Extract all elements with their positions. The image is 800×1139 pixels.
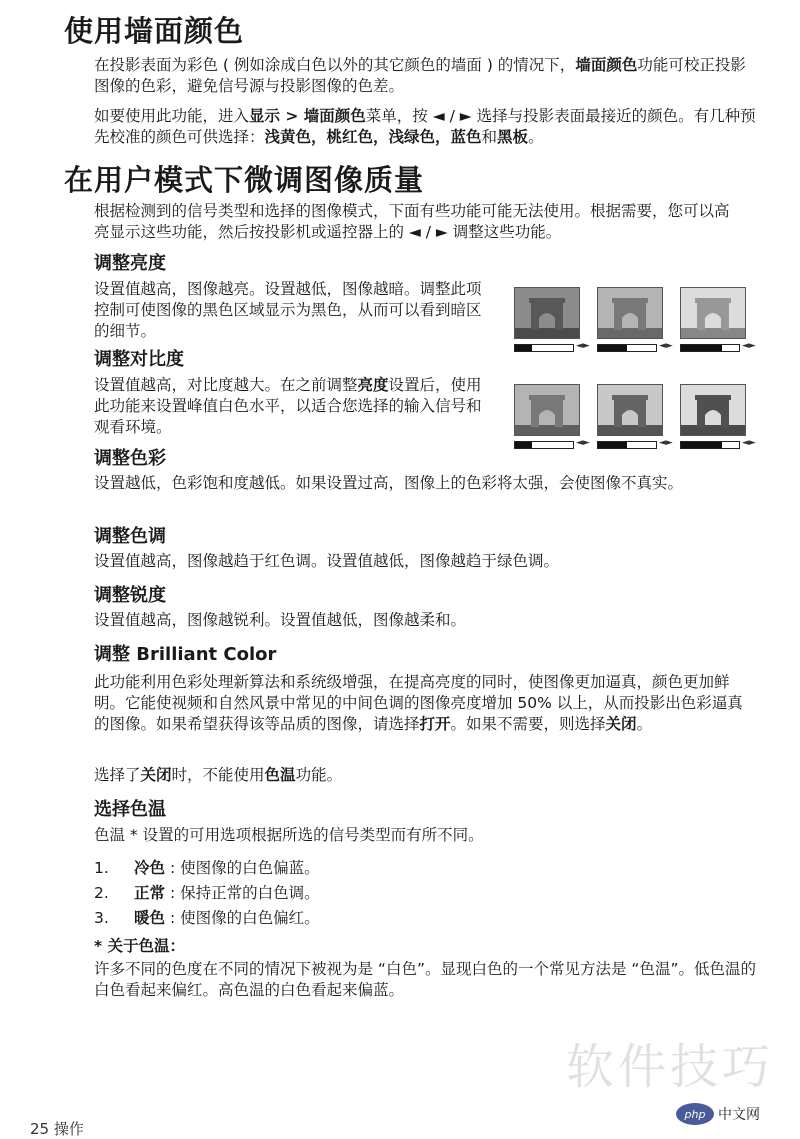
contrast-sample-image	[680, 384, 746, 436]
list-item: 1. 冷色 : 使图像的白色偏蓝。	[94, 859, 320, 877]
brilliant-color-note: 选择了关闭时，不能使用色温功能。	[94, 766, 343, 784]
wall-color-usage: 如要使用此功能，进入显示 > 墙面颜色菜单，按 ◄ / ► 选择与投影表面最接近的颜色。有几种预先校准的颜色可供选择：浅黄色，桃红色，浅绿色，蓝色和黑板。	[94, 107, 756, 146]
wall-color-desc: 在投影表面为彩色 ( 例如涂成白色以外的其它颜色的墙面 ) 的情况下，墙面颜色功能可校正投影图像的色彩，避免信号源与投影图像的色差。	[94, 56, 746, 95]
brightness-level-fill	[515, 345, 532, 351]
color-temp-note-title: * 关于色温：	[94, 937, 186, 955]
brightness-sample-image	[680, 287, 746, 339]
list-item: 3. 暖色 : 使图像的白色偏红。	[94, 909, 320, 927]
contrast-level-bar	[597, 441, 657, 449]
list-item: 2. 正常 : 保持正常的白色调。	[94, 884, 320, 902]
contrast-text: 设置值越高，对比度越大。在之前调整亮度设置后，使用此功能来设置峰值白色水平，以适合您选择的输入信号和观看环境。	[94, 376, 482, 436]
brightness-arrow-icon: ◄►	[659, 341, 673, 351]
contrast-arrow-icon: ◄►	[742, 438, 756, 448]
contrast-thumbnails	[514, 384, 784, 454]
brightness-sample-image	[597, 287, 663, 339]
brightness-level-bar	[680, 344, 740, 352]
php-logo-text: 中文网	[718, 1107, 760, 1123]
brightness-arrow-icon: ◄►	[742, 341, 756, 351]
brightness-level-fill	[681, 345, 722, 351]
fine-tune-intro: 根据检测到的信号类型和选择的图像模式，下面有些功能可能无法使用。根据需要，您可以高亮显示这些功能，然后按投影机或遥控器上的 ◄ / ► 调整这些功能。	[94, 202, 730, 241]
sharpness-text: 设置值越高，图像越锐利。设置值越低，图像越柔和。	[94, 611, 467, 629]
brightness-arrow-icon: ◄►	[576, 341, 590, 351]
heading-sharpness: 调整锐度	[94, 585, 166, 606]
brightness-level-bar	[597, 344, 657, 352]
watermark: 软件技巧	[566, 1039, 775, 1095]
color-temp-note-text: 许多不同的色度在不同的情况下被视为是 “白色”。显现白色的一个常见方法是 “色温”。低色温的白色看起来偏红。高色温的白色看起来偏蓝。	[94, 960, 756, 999]
heading-color-temp: 选择色温	[94, 799, 166, 820]
heading-brightness: 调整亮度	[94, 253, 166, 274]
section-title-fine-tune: 在用户模式下微调图像质量	[64, 163, 425, 197]
brightness-sample-image	[514, 287, 580, 339]
brightness-text: 设置值越高，图像越亮。设置越低，图像越暗。调整此项控制可使图像的黑色区域显示为黑色，从而可以看到暗区的细节。	[94, 280, 482, 340]
brightness-thumbnails	[514, 287, 784, 357]
heading-brilliant-color: 调整 Brilliant Color	[94, 644, 277, 665]
section-title-wall-color: 使用墙面颜色	[64, 14, 245, 48]
color-temp-text: 色温 * 设置的可用选项根据所选的信号类型而有所不同。	[94, 826, 484, 844]
php-logo-badge: php	[676, 1103, 714, 1125]
contrast-level-bar	[680, 441, 740, 449]
php-logo	[676, 1099, 796, 1129]
color-text: 设置越低，色彩饱和度越低。如果设置过高，图像上的色彩将太强，会使图像不真实。	[94, 474, 684, 492]
contrast-level-bar	[514, 441, 574, 449]
brightness-level-fill	[598, 345, 627, 351]
brightness-level-bar	[514, 344, 574, 352]
brilliant-color-text: 此功能利用色彩处理新算法和系统级增强，在提高亮度的同时，使图像更加逼真，颜色更加鲜明。它能使视频和自然风景中常见的中间色调的图像亮度增加 50% 以上，从而投影出色彩逼真的图像。如果希望获得该等品质的图像，请选择打开。如果不需要，则选择关闭。	[94, 673, 743, 733]
contrast-sample-image	[514, 384, 580, 436]
contrast-level-fill	[515, 442, 532, 448]
page-footer: 25 操作	[30, 1120, 84, 1138]
heading-color: 调整色彩	[94, 448, 166, 469]
contrast-level-fill	[598, 442, 627, 448]
heading-contrast: 调整对比度	[94, 349, 184, 370]
heading-tint: 调整色调	[94, 526, 166, 547]
contrast-arrow-icon: ◄►	[576, 438, 590, 448]
contrast-arrow-icon: ◄►	[659, 438, 673, 448]
contrast-level-fill	[681, 442, 722, 448]
tint-text: 设置值越高，图像越趋于红色调。设置值越低，图像越趋于绿色调。	[94, 552, 560, 570]
contrast-sample-image	[597, 384, 663, 436]
